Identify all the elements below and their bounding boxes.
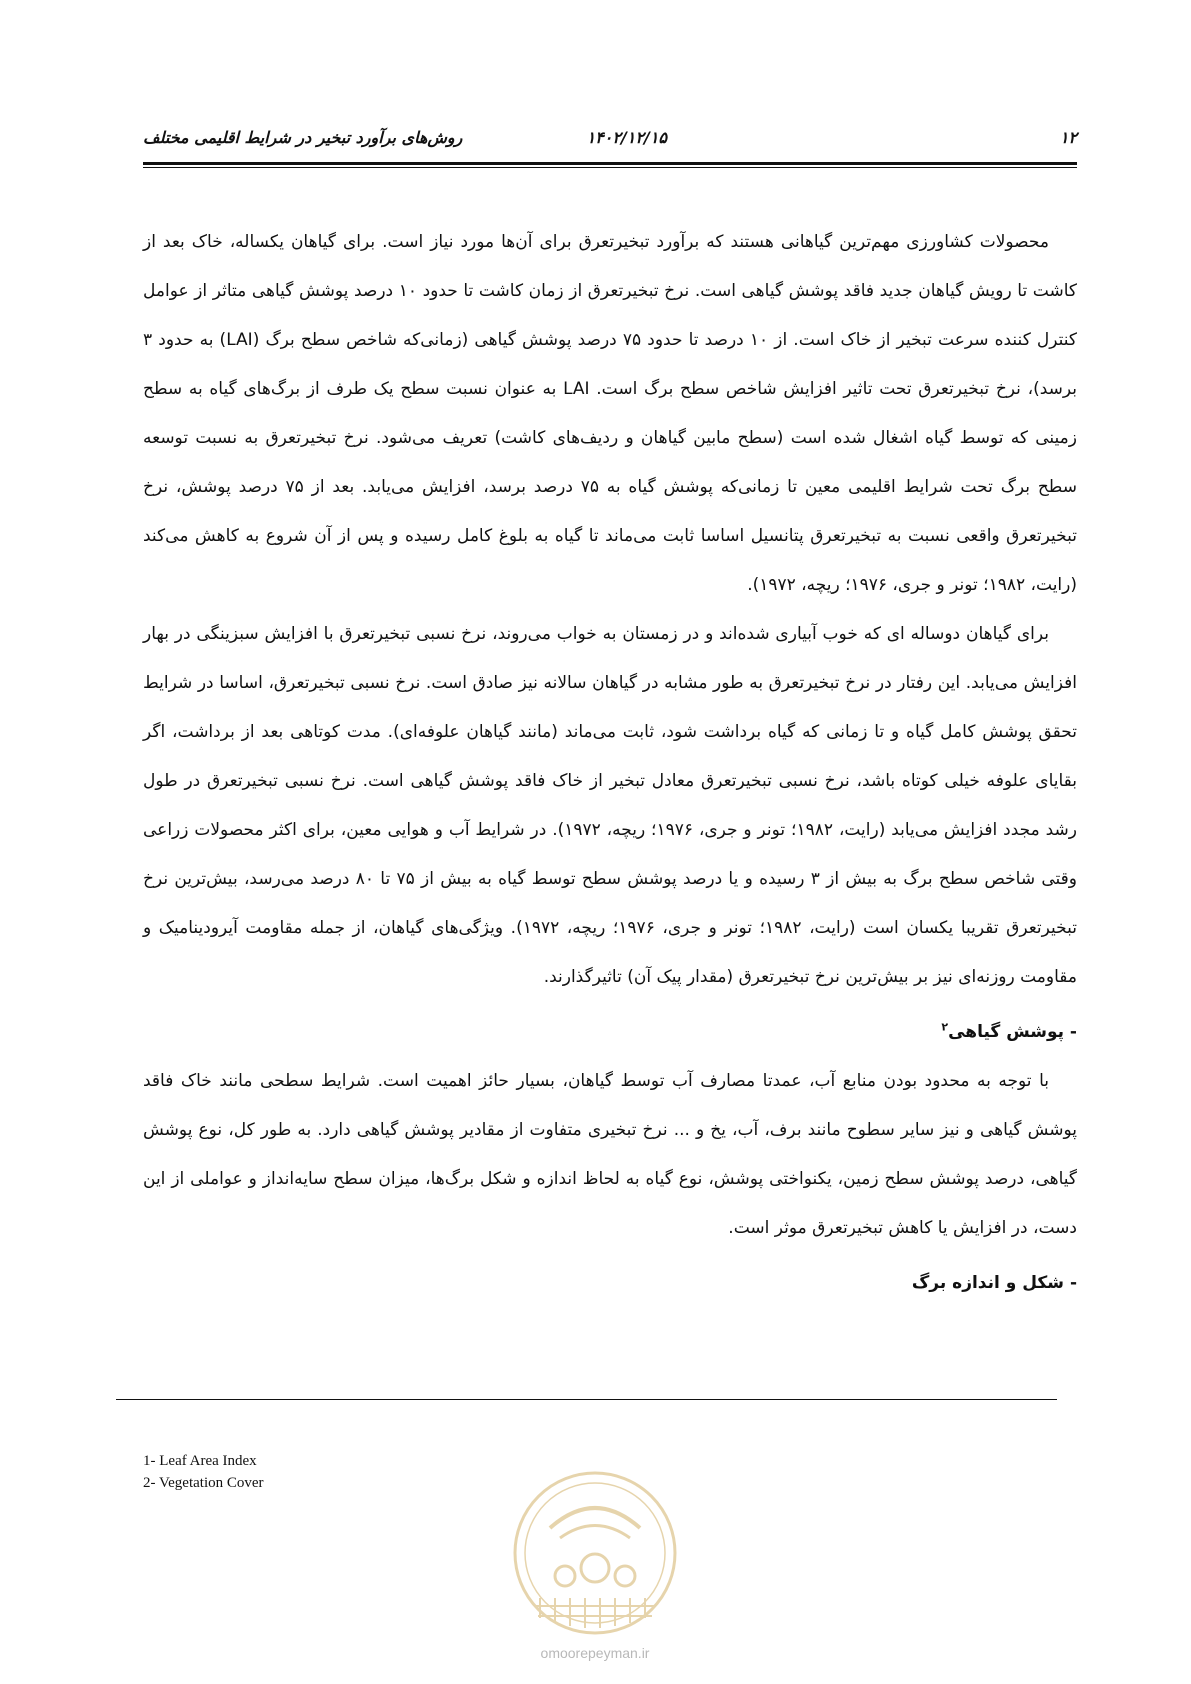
section-heading-vegetation-text: - پوشش گیاهی [948,1022,1077,1042]
header-date: ۱۴۰۲/۱۲/۱۵ [586,128,667,147]
section-heading-leaf-shape: - شکل و اندازه برگ [911,1273,1077,1293]
footnote-1: 1- Leaf Area Index [143,1453,257,1469]
paragraph-vegetation-cover: با توجه به محدود بودن منابع آب، عمدتا مصارف آب توسط گیاهان، بسیار حائز اهمیت است. شرایط سطحی مانند خاک فاقد پوشش گیاهی و نیز سایر سطوح مانند برف، آب، یخ و ... نرخ تبخیری متفاوت از مقادیر پوشش گیاهی دارد. به طور کل، نوع پوشش گیاهی، درصد پوشش سطح زمین، یکنواختی پوشش، نوع گیاه به لحاظ اندازه و شکل برگ‌ها، میزان سطح سایه‌انداز و عواملی از این دست، در افزایش یا کاهش تبخیرتعرق موثر است. [143,1071,1077,1238]
footnote-marker: ۲ [941,1020,949,1034]
watermark-site-url: omoorepeyman.ir [540,1645,650,1661]
paragraph-biennial-crops: برای گیاهان دوساله ای که خوب آبیاری شده‌اند و در زمستان به خواب می‌روند، نرخ نسبی تبخیرتعرق با افزایش سبزینگی در بهار افزایش می‌یابد. این رفتار در نرخ تبخیرتعرق به طور مشابه در گیاهان سالانه نیز صادق است. نرخ نسبی تبخیرتعرق، اساسا در شرایط تحقق پوشش کامل گیاه و تا زمانی که گیاه برداشت شود، ثابت می‌ماند (مانند گیاهان علوفه‌ای). مدت کوتاهی بعد از برداشت، اگر بقایای علوفه خیلی کوتاه باشد، نرخ نسبی تبخیرتعرق معادل تبخیر از خاک فاقد پوشش گیاهی است. نرخ نسبی تبخیرتعرق در طول رشد مجدد افزایش می‌یابد (رایت، ۱۹۸۲؛ تونر و جری، ۱۹۷۶؛ ریچه، ۱۹۷۲). در شرایط آب و هوایی معین، برای اکثر محصولات زراعی وقتی شاخص سطح برگ به بیش از ۳ رسیده و یا درصد پوشش سطح توسط گیاه به بیش از ۷۵ تا ۸۰ درصد می‌رسد، بیش‌ترین نرخ تبخیرتعرق تقریبا یکسان است (رایت، ۱۹۸۲؛ تونر و جری، ۱۹۷۶؛ ریچه، ۱۹۷۲). ویژگی‌های گیاهان، از جمله مقاومت آیرودینامیک و مقاومت روزنه‌ای نیز بر بیش‌ترین نرخ تبخیرتعرق (مقدار پیک آن) تاثیرگذارند. [143,624,1078,987]
running-header [143,128,1077,158]
section-heading-vegetation-cover [143,1002,1077,1057]
footnote-2: 2- Vegetation Cover [143,1475,264,1491]
page-number: ۱۲ [1059,128,1077,147]
footnote-separator [116,1399,1057,1400]
publisher-stamp-logo [510,1468,680,1638]
document-body [143,218,1077,1308]
footnotes [143,1450,264,1494]
header-double-rule [143,162,1077,168]
paragraph-annual-crops: محصولات کشاورزی مهم‌ترین گیاهانی هستند که برآورد تبخیرتعرق برای آن‌ها مورد نیاز است. برای گیاهان یکساله، خاک بعد از کاشت تا رویش گیاهان جدید فاقد پوشش گیاهی است. نرخ تبخیرتعرق از زمان کاشت تا حدود ۱۰ درصد پوشش گیاهی متاثر از عوامل کنترل کننده سرعت تبخیر از خاک است. از ۱۰ درصد تا حدود ۷۵ درصد پوشش گیاهی (زمانی‌که شاخص سطح برگ (LAI) به حدود ۳ برسد)، نرخ تبخیرتعرق تحت تاثیر افزایش شاخص سطح برگ است. LAI به عنوان نسبت سطح یک طرف از برگ‌های گیاه به سطح زمینی که توسط گیاه اشغال شده است (سطح مابین گیاهان و ردیف‌های کاشت) تعریف می‌شود. نرخ تبخیرتعرق به نسبت توسعه سطح برگ تحت شرایط اقلیمی معین تا زمانی‌که پوشش گیاه به ۷۵ درصد برسد، افزایش می‌یابد. بعد از ۷۵ درصد پوشش، نرخ تبخیرتعرق واقعی نسبت به تبخیرتعرق پتانسیل اساسا ثابت می‌ماند تا گیاه به بلوغ کامل رسیده و پس از آن شروع به کاهش می‌کند (رایت، ۱۹۸۲؛ تونر و جری، ۱۹۷۶؛ ریچه، ۱۹۷۲). [143,232,1077,595]
running-title: روش‌های برآورد تبخیر در شرایط اقلیمی مختلف [143,128,463,147]
